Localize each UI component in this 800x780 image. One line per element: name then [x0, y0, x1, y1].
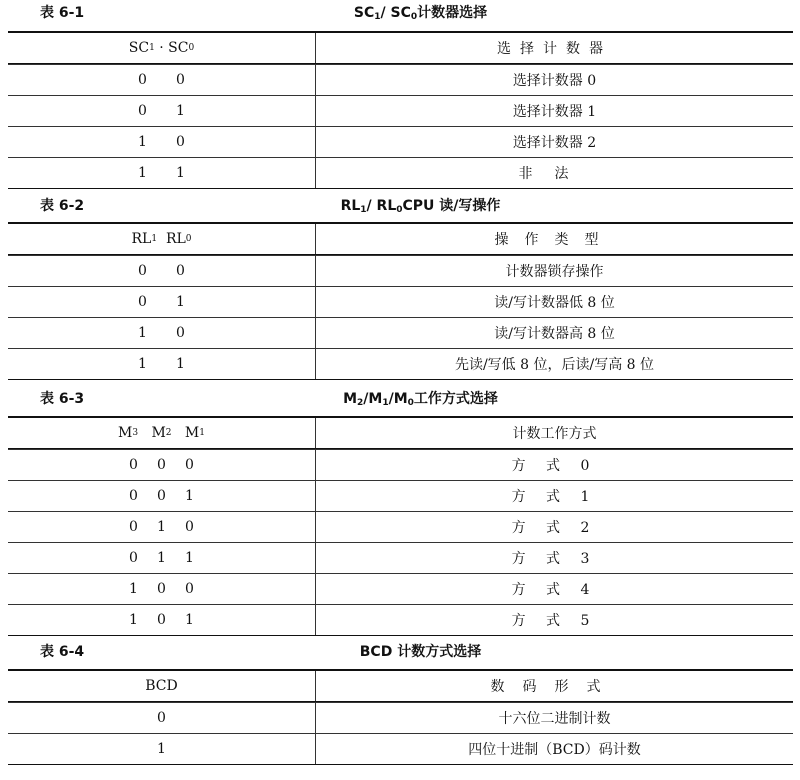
header-cell-bits: M 3 M 2 M 1 [8, 418, 316, 448]
bits-cell: 1 1 [8, 349, 316, 379]
bits-cell: 1 0 [8, 127, 316, 157]
table-row [8, 449, 793, 480]
bits-cell: 0 1 1 [8, 543, 316, 573]
table-row [8, 480, 793, 511]
table-row [8, 95, 793, 126]
table-title: BCD 计数方式选择 [359, 644, 482, 660]
table-header-row [8, 418, 793, 449]
table-row [8, 348, 793, 379]
desc-cell: 先读/写低 8 位，后读/写高 8 位 [454, 357, 655, 373]
desc-cell: 四位十进制（BCD）码计数 [468, 742, 641, 758]
table-6-4 [8, 643, 793, 765]
table-row [8, 64, 793, 95]
table-row [8, 317, 793, 348]
table-row [8, 604, 793, 635]
table-number: 表 6-4 [40, 644, 85, 660]
bits-cell: 0 0 [8, 65, 316, 95]
bits-cell: 0 1 [8, 96, 316, 126]
desc-cell: 方 式 3 [511, 551, 598, 567]
bits-cell: 1 0 1 [8, 605, 316, 635]
table-row [8, 255, 793, 286]
desc-cell: 计数器锁存操作 [505, 264, 604, 280]
bits-cell: 0 0 0 [8, 450, 316, 480]
header-cell-bits: SC 1 · SC 0 [8, 33, 316, 63]
table-title: $SC_1/$ $SC_0$计数器选择 [353, 5, 488, 22]
table-6-2 [8, 197, 793, 380]
table-title: $M_2/M_1/M_0$工作方式选择 [343, 391, 498, 408]
table-header-row [8, 671, 793, 702]
table-row [8, 702, 793, 733]
table-6-1 [8, 4, 793, 189]
desc-cell: 选择计数器 2 [512, 135, 597, 151]
table-6-3 [8, 390, 793, 636]
desc-cell: 选择计数器 0 [512, 73, 597, 89]
table-row [8, 157, 793, 188]
desc-cell: 选择计数器 1 [512, 104, 597, 120]
table-number: 表 6-3 [40, 391, 85, 407]
table-title: $RL_1/$ $RL_0CPU$ 读/写操作 [340, 198, 501, 215]
table-caption [8, 197, 793, 215]
bits-cell: 0 0 1 [8, 481, 316, 511]
table-row [8, 733, 793, 764]
table-caption [8, 4, 793, 22]
table-grid [8, 416, 793, 636]
table-row [8, 286, 793, 317]
header-cell-bits: BCD [8, 671, 316, 701]
desc-cell: 读/写计数器低 8 位 [494, 295, 615, 311]
table-grid [8, 222, 793, 380]
table-caption [8, 390, 793, 408]
desc-cell: 方 式 0 [511, 458, 598, 474]
table-header-row [8, 224, 793, 255]
desc-cell: 方 式 4 [511, 582, 598, 598]
header-cell-desc: 操作类型 [494, 232, 615, 248]
table-row [8, 511, 793, 542]
bits-cell: 1 0 0 [8, 574, 316, 604]
table-row [8, 542, 793, 573]
table-grid [8, 31, 793, 189]
header-cell-bits: RL 1 RL 0 [8, 224, 316, 254]
bits-cell: 0 1 [8, 287, 316, 317]
bits-cell: 0 1 0 [8, 512, 316, 542]
table-number: 表 6-1 [40, 5, 85, 21]
table-caption [8, 643, 793, 661]
table-row [8, 126, 793, 157]
table-row [8, 573, 793, 604]
table-grid [8, 669, 793, 765]
desc-cell: 方 式 2 [511, 520, 598, 536]
desc-cell: 读/写计数器高 8 位 [494, 326, 615, 342]
bits-cell: 0 0 [8, 256, 316, 286]
table-number: 表 6-2 [40, 198, 85, 214]
desc-cell: 方 式 5 [511, 613, 598, 629]
desc-cell: 方 式 1 [511, 489, 598, 505]
desc-cell: 十六位二进制计数 [498, 711, 611, 727]
bits-cell: 1 1 [8, 158, 316, 188]
header-cell-desc: 数码形式 [490, 679, 619, 695]
desc-cell: 非法 [518, 166, 591, 182]
table-header-row [8, 33, 793, 64]
bits-cell: 1 0 [8, 318, 316, 348]
header-cell-desc: 计数工作方式 [512, 426, 597, 442]
header-cell-desc: 选择计数器 [497, 41, 612, 57]
bits-cell: 0 [8, 703, 316, 733]
bits-cell: 1 [8, 734, 316, 764]
